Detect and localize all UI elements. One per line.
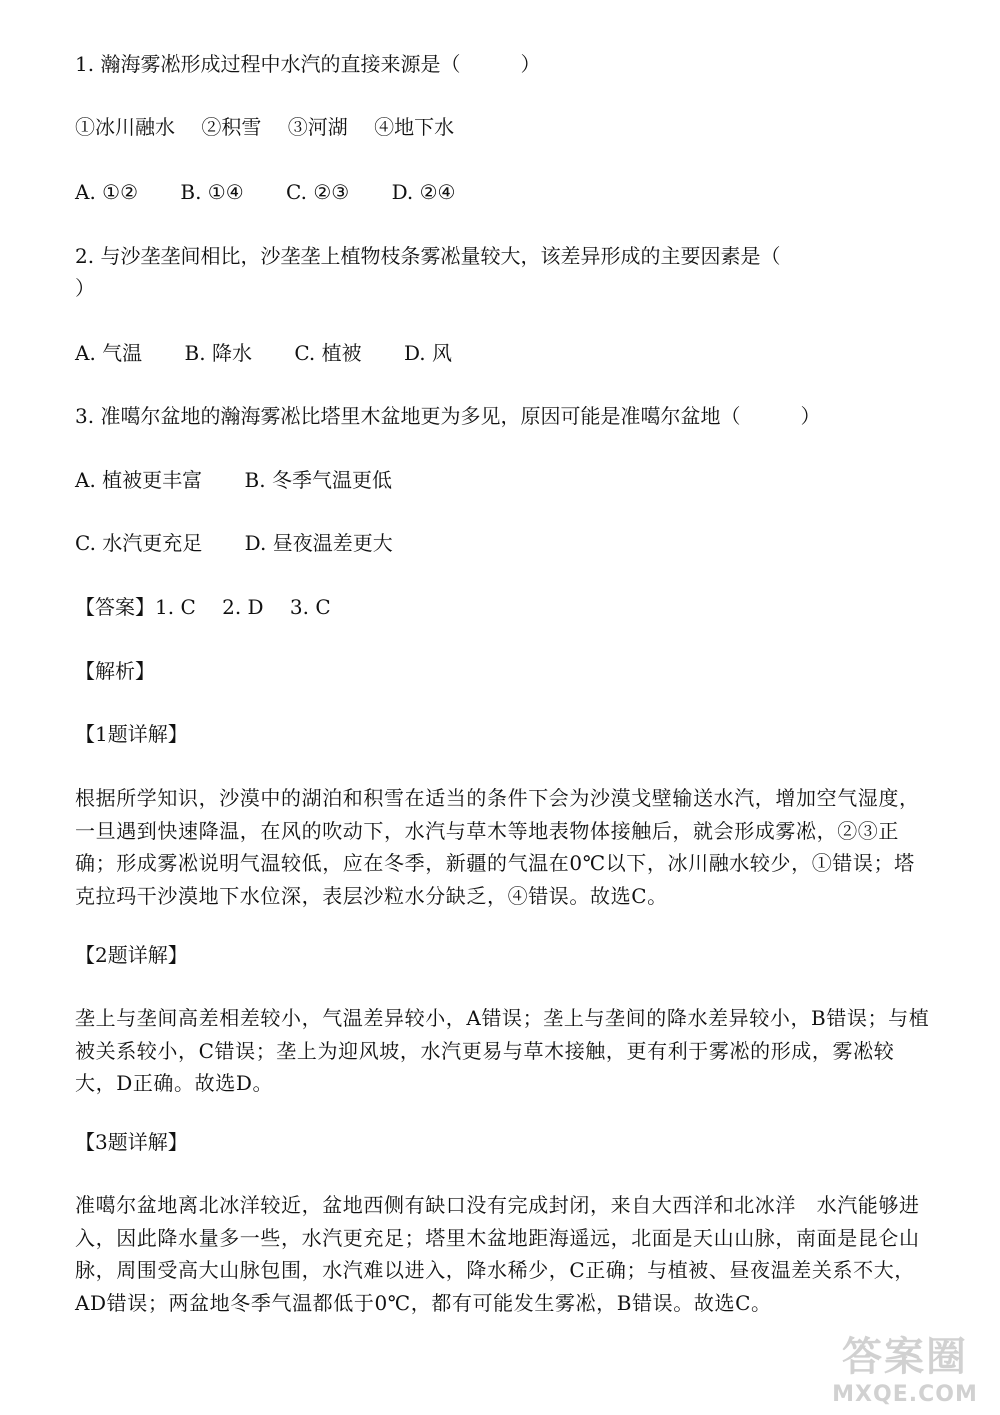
option-b: B. ①④ [180,180,244,204]
option-a: A. 气温 [75,341,143,365]
detail-1-heading: 【1题详解】 [75,722,188,746]
option-c: C. 植被 [294,341,362,365]
analysis-label: 【解析】 [75,659,155,683]
option-b: B. 降水 [184,341,252,365]
question-2-stem-line2: ） [75,276,95,300]
detail-3-text: 准噶尔盆地离北冰洋较近，盆地西侧有缺口没有完成封闭，来自大西洋和北冰洋 水汽能够进入，因此降水量多一些，水汽更充足；塔里木盆地距海遥远，北面是天山山脉，南面是昆仑山脉，周围受高大山脉包围，水汽难以进入，降水稀少，C正确；与植被、昼夜温差关系不大，AD错误；两盆地冬季气温都低于0℃，都有可能发生雾凇，B错误。故选C。 [75,1193,920,1315]
question-3-stem: 3. 准噶尔盆地的瀚海雾凇比塔里木盆地更为多见，原因可能是准噶尔盆地（ ） [75,404,821,428]
option-b: B. 冬季气温更低 [244,468,392,492]
option-d: D. ②④ [391,180,456,204]
detail-2-text: 垄上与垄间高差相差较小，气温差异较小，A错误；垄上与垄间的降水差异较小，B错误；与植被关系较小，C错误；垄上为迎风坡，水汽更易与草木接触，更有利于雾凇的形成，雾凇较大，D正确。故选D。 [75,1006,930,1095]
question-1-options [75,176,455,208]
option-a: A. 植被更丰富 [75,468,203,492]
watermark-main-text: 答案圈 [842,1334,968,1380]
option-c: C. ②③ [286,180,350,204]
detail-3-heading: 【3题详解】 [75,1130,188,1154]
site-watermark-logo [830,1325,980,1407]
question-3-options-row2 [75,527,393,559]
answer-line: 【答案】1. C 2. D 3. C [75,595,331,619]
option-d: D. 风 [403,341,453,365]
question-1-choices: ①冰川融水 ②积雪 ③河湖 ④地下水 [75,115,455,139]
option-a: A. ①② [75,180,139,204]
question-2-options [75,337,452,369]
question-3-options-row1 [75,464,392,496]
watermark-domain-text: MXQE.COM [832,1382,978,1407]
option-d: D. 昼夜温差更大 [244,531,393,555]
question-1-stem: 1. 瀚海雾凇形成过程中水汽的直接来源是（ ） [75,52,541,76]
option-c: C. 水汽更充足 [75,531,203,555]
detail-1-text: 根据所学知识，沙漠中的湖泊和积雪在适当的条件下会为沙漠戈壁输送水汽，增加空气湿度，一旦遇到快速降温，在风的吹动下，水汽与草木等地表物体接触后，就会形成雾凇，②③正确；形成雾凇说明气温较低，应在冬季，新疆的气温在0℃以下，冰川融水较少，①错误；塔克拉玛干沙漠地下水位深，表层沙粒水分缺乏，④错误。故选C。 [75,786,920,908]
question-2-stem-line1: 2. 与沙垄垄间相比，沙垄垄上植物枝条雾凇量较大，该差异形成的主要因素是（ [75,244,781,268]
detail-2-heading: 【2题详解】 [75,943,188,967]
